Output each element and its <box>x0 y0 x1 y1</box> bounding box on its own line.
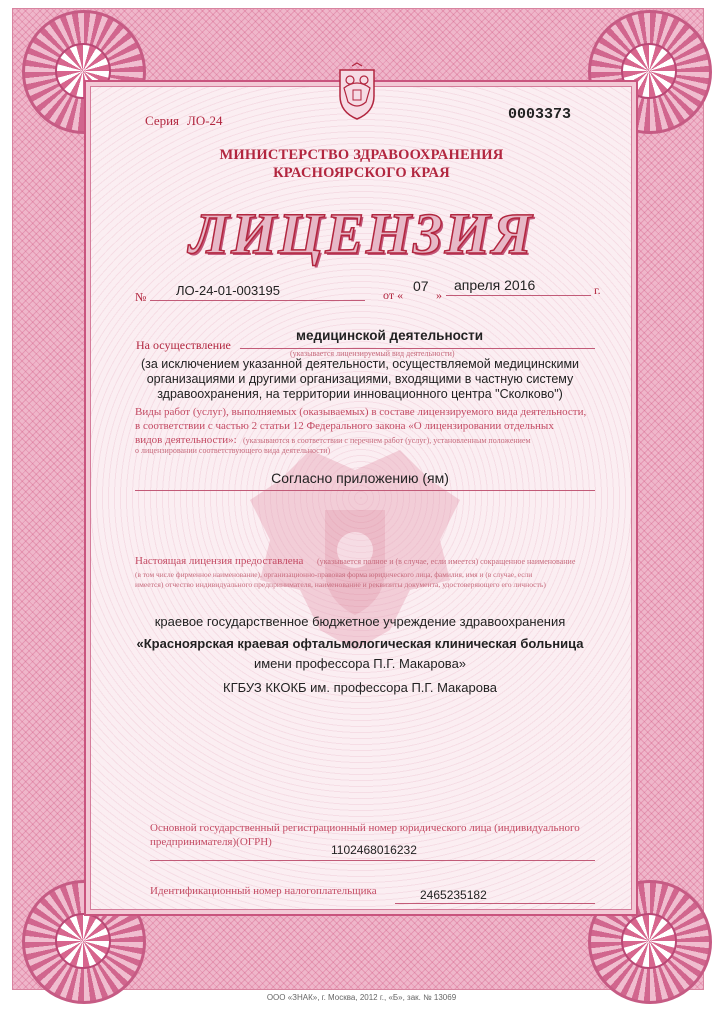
printer-imprint: ООО «ЗНАК», г. Москва, 2012 г., «Б», зак. № 13069 <box>266 993 457 1002</box>
ministry-line-2: КРАСНОЯРСКОГО КРАЯ <box>273 165 450 181</box>
ogrn-underline <box>150 860 595 861</box>
ogrn-label-line-2: предпринимателя)(ОГРН) <box>150 836 272 848</box>
licensee-name-line-3: имени профессора П.Г. Макарова» <box>253 656 467 671</box>
document-title: ЛИЦЕНЗИЯ <box>189 201 534 266</box>
series-label: Серия <box>145 113 180 128</box>
issue-day: 07 <box>413 278 429 294</box>
exclusion-line-3: здравоохранения, на территории инновационного центра "Сколково") <box>157 387 563 401</box>
licensee-name-line-2: «Красноярская краевая офтальмологическая клиническая больница <box>136 636 584 651</box>
activity-hint: (указывается лицензируемый вид деятельности) <box>290 349 455 358</box>
number-underline <box>150 300 365 301</box>
coat-of-arms-icon <box>330 62 384 122</box>
exclusion-line-1: (за исключением указанной деятельности, осуществляемой медицинскими <box>140 357 580 371</box>
licensee-intro: Настоящая лицензия предоставлена <box>135 555 304 567</box>
year-suffix: г. <box>594 283 601 297</box>
date-underline <box>446 295 591 296</box>
exclusion-line-2: организациями и другими организациями, входящими в частную систему <box>146 372 574 386</box>
works-hint-line-1: (указываются в соответствии с перечнем работ (услуг), установленным положением <box>243 436 531 445</box>
issue-month-year: апреля 2016 <box>454 277 536 293</box>
works-text-line-2: в соответствии с частью 2 статьи 12 Федерального закона «О лицензировании отдельных <box>135 420 554 432</box>
licensee-hint-1: (указывается полное и (в случае, если имеется) сокращенное наименование <box>317 557 576 566</box>
inn-label: Идентификационный номер налогоплательщика <box>150 885 377 897</box>
number-label: № <box>135 290 147 304</box>
date-close-quote: » <box>436 288 442 302</box>
licensee-hint-3: имеется) отчество индивидуального предпринимателя, наименование и реквизиты документа, удостоверяющего его личность) <box>135 580 546 589</box>
licensee-hint-2: (в том числе фирменное наименование), организационно-правовая форма юридического лица, фамилия, имя и (в случае, если <box>135 570 533 579</box>
works-text-line-1: Виды работ (услуг), выполняемых (оказываемых) в составе лицензируемого вида деятельности, <box>135 406 587 418</box>
works-text-line-3: видов деятельности»: <box>135 434 237 446</box>
activity-label: На осуществление <box>136 338 231 352</box>
series-value: ЛО-24 <box>187 113 223 128</box>
ministry-line-1: МИНИСТЕРСТВО ЗДРАВООХРАНЕНИЯ <box>219 147 504 163</box>
works-hint-line-2: о лицензировании соответствующего вида деятельности) <box>135 446 331 455</box>
ogrn-label-line-1: Основной государственный регистрационный номер юридического лица (индивидуального <box>150 822 580 834</box>
activity-value: медицинской деятельности <box>296 328 484 343</box>
license-number: ЛО-24-01-003195 <box>176 283 280 298</box>
works-value: Согласно приложению (ям) <box>271 470 449 486</box>
inn-value: 2465235182 <box>420 888 487 902</box>
licensee-short-name: КГБУЗ ККОКБ им. профессора П.Г. Макарова <box>223 680 497 695</box>
works-underline <box>135 490 595 491</box>
inn-underline <box>395 903 595 904</box>
serial-number: 0003373 <box>508 106 572 123</box>
ogrn-value: 1102468016232 <box>331 843 417 857</box>
date-from-label: от « <box>383 288 404 302</box>
licensee-name-line-1: краевое государственное бюджетное учреждение здравоохранения <box>154 614 566 629</box>
